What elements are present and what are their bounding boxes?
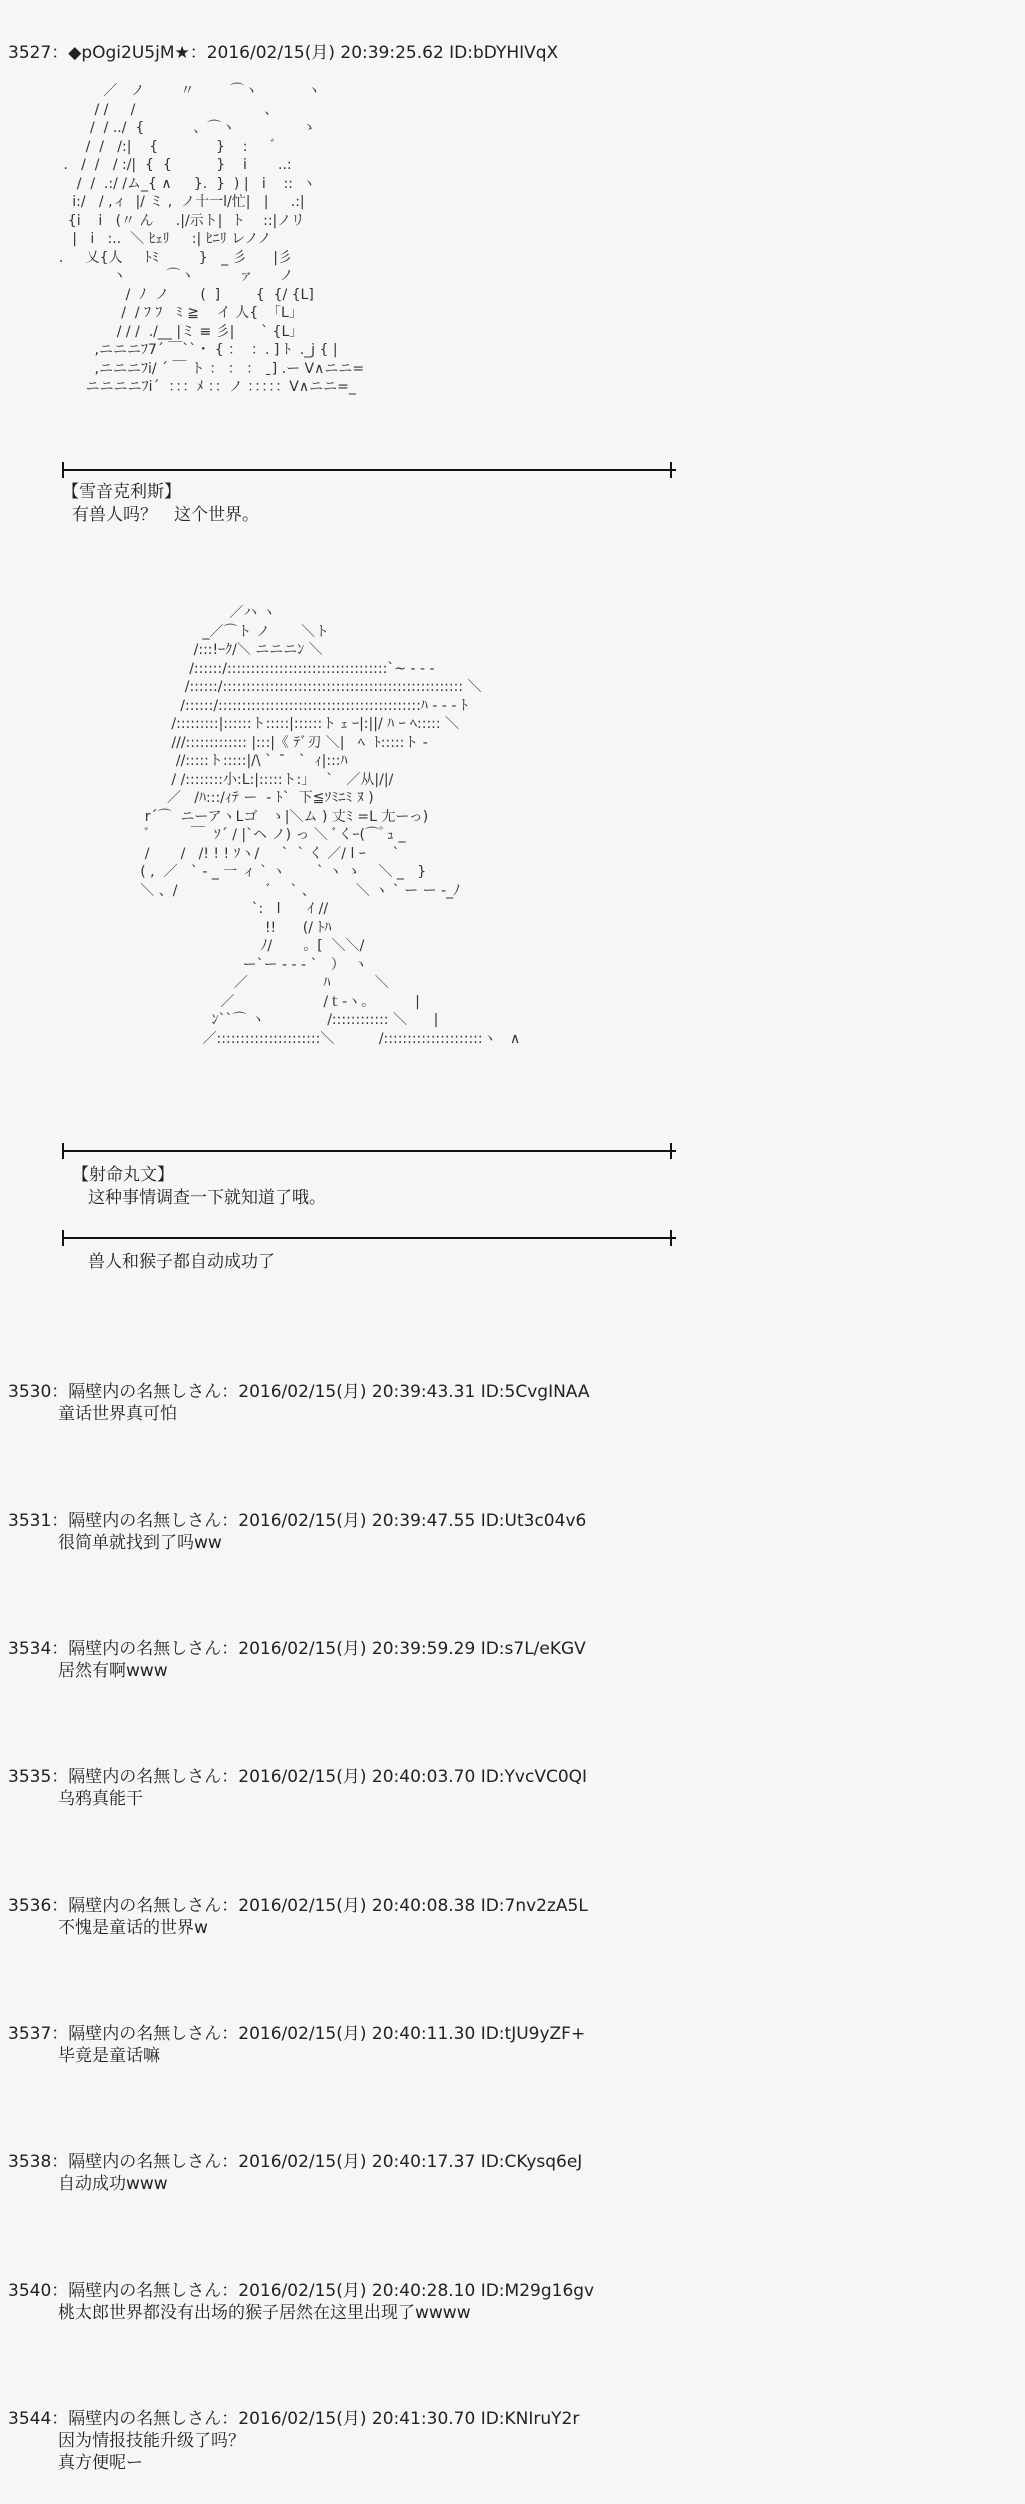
reply-header: 3540：隔壁内の名無しさん：2016/02/15(月) 20:40:28.10 ID:M29g16gv: [8, 2281, 595, 2301]
ascii-art-chris: ／ ノ 〃 ⌒ヽ ヽ / / / 、 / / ../ { 、⌒ヽ ゝ / / /:| { } : ゛ . / / / :/| { { } i ..: / / .:/ /ム_{ ∧ }. } ) | i :: ヽ i:/ / ,ィ |/ ミ , ノ十一l/忙| | .:| {i i (〃 ん .|/示ト| ト ::|ノリ | i :.. ＼ ﾋｪﾘ :| ﾋﾆﾘ レノノ . 乂{人 ﾄﾐ } _ 彡 |彡 ヽ ⌒ヽ ァ ノ / ﾉ ノ ( ] { {/ {L] / / ﾌ ﾌ ﾐ ≧ イ 人{ 「L」 / / / ./__ |ミ ≡ 彡| ` {L」 ,ニニニﾌ7´ ￣``・ { ： ：. ] ﾄ ._j { | ,ニニニﾌi/ ´ ￣ ト ： ： ： ˍ] .ー V∧ニニ= ニニニニﾌi´ ：：：ﾒ ：：ノ ：：：：：V∧ニニ=_: [58, 83, 365, 395]
reply-header: 3534：隔壁内の名無しさん：2016/02/15(月) 20:39:59.29 ID:s7L/eKGV: [8, 1639, 586, 1659]
divider-tick-left: [62, 1143, 64, 1159]
reply-text: 不愧是童话的世界w: [58, 1918, 208, 1938]
ascii-art-aya: ／ハ ヽ _／⌒ト ノ ＼ト /:::!ｰｸ/＼ ニニニﾝ ＼ /::::::/::::::::::::::::::::::::::::::::::`~ ‐ ‐ ‐ /::::::/::::::::::::::::::::::::::::::::::::::::::::::::::: ＼ /::::::/:::::::::::::::::::::::::::::::::::::::::::ﾊ ‐ ‐ ‐ ﾄ /:::::::::|::::::ト:::::|::::::ト ｪ ｰ|:||/ ﾊ ｰ ﾍ::::: ＼ ///::::::::::::: |:::|《 ﾃﾞ刃 ＼| ﾍ ﾄ:::::ト ‐ //:::::ト:::::|/\ ` ̄ ` ｨ|:::ﾊ / /::::::::小:L:|:::::ト:｣ ` ／从|/|/ ／ /ﾊ:::/ｨﾃ ー ‐ ﾄ` 下≦ｿﾐﾆﾐ ﾇ ) r´⌒ ニーアヽLゴ ゝ|＼ム ) 丈ﾐ =L 尢ーっ) ﾞ ￣ ｿ´ / |`ヘ ノ) っ ＼ ﾞくｰ(⌒ ゚ ｭ _ / / /! ! ! ｿヽ/ ` ` く ／/ l ｰ ` ( , ／ ` - _ 一 ィ ` ヽ ` ヽ ゝ ＼ _ } ＼ 、/ ﾞ ` 、 ＼ ヽ ` ー ー ‐_ﾉ `: l ｲ // !! (/ ﾄﾊ ﾉ/ 。[ ＼＼/ ー`ー ‐ ‐ ‐ ` ） ヽ ／ ﾊ ＼ ／ /ｔ-ヽ。 | ﾝ``⌒ ヽ /:::::::::::: ＼ | ／::::::::::::::::::::::＼ /:::::::::::::::::::::ヽ ∧: [140, 605, 521, 1047]
reply-header: 3531：隔壁内の名無しさん：2016/02/15(月) 20:39:47.55 ID:Ut3c04v6: [8, 1511, 587, 1531]
reply-header: 3544：隔壁内の名無しさん：2016/02/15(月) 20:41:30.70 ID:KNIruY2r: [8, 2409, 580, 2429]
speaker-label-chris: 【雪音克利斯】: [62, 482, 181, 502]
reply-text: 自动成功www: [58, 2174, 168, 2194]
divider-tick-right: [670, 462, 672, 478]
reply-header: 3538：隔壁内の名無しさん：2016/02/15(月) 20:40:17.37 ID:CKysq6eJ: [8, 2152, 583, 2172]
reply-text: 桃太郎世界都没有出场的猴子居然在这里出现了wwww: [58, 2303, 471, 2323]
reply-header: 3536：隔壁内の名無しさん：2016/02/15(月) 20:40:08.38 ID:7nv2zA5L: [8, 1896, 588, 1916]
reply-text: 毕竟是童话嘛: [58, 2046, 160, 2066]
reply-text: 乌鸦真能干: [58, 1789, 143, 1809]
divider-line: [62, 469, 676, 471]
divider-tick-right: [670, 1143, 672, 1159]
reply-text: 很简单就找到了吗ww: [58, 1533, 222, 1553]
divider-tick-right: [670, 1230, 672, 1246]
reply-text: 因为情报技能升级了吗？: [58, 2431, 245, 2451]
reply-text: 居然有啊www: [58, 1661, 168, 1681]
divider-line: [62, 1237, 676, 1239]
speaker-label-aya: 【射命丸文】: [72, 1165, 174, 1185]
reply-header: 3537：隔壁内の名無しさん：2016/02/15(月) 20:40:11.30 ID:tJU9yZF+: [8, 2024, 586, 2044]
divider-tick-left: [62, 1230, 64, 1246]
reply-header: 3530：隔壁内の名無しさん：2016/02/15(月) 20:39:43.31 ID:5CvgINAA: [8, 1382, 590, 1402]
dialogue-line-aya: 这种事情调查一下就知道了哦。: [88, 1188, 326, 1208]
dialogue-line-chris: 有兽人吗？ 这个世界。: [72, 505, 259, 525]
reply-header: 3535：隔壁内の名無しさん：2016/02/15(月) 20:40:03.70 ID:YvcVC0QI: [8, 1767, 588, 1787]
reply-text: 童话世界真可怕: [58, 1404, 177, 1424]
divider-tick-left: [62, 462, 64, 478]
post-header-3527: 3527：◆pOgi2U5jM★：2016/02/15(月) 20:39:25.62 ID:bDYHIVqX: [8, 43, 559, 63]
divider-line: [62, 1150, 676, 1152]
reply-text: 真方便呢ー: [58, 2453, 143, 2473]
narration-line: 兽人和猴子都自动成功了: [88, 1252, 275, 1272]
